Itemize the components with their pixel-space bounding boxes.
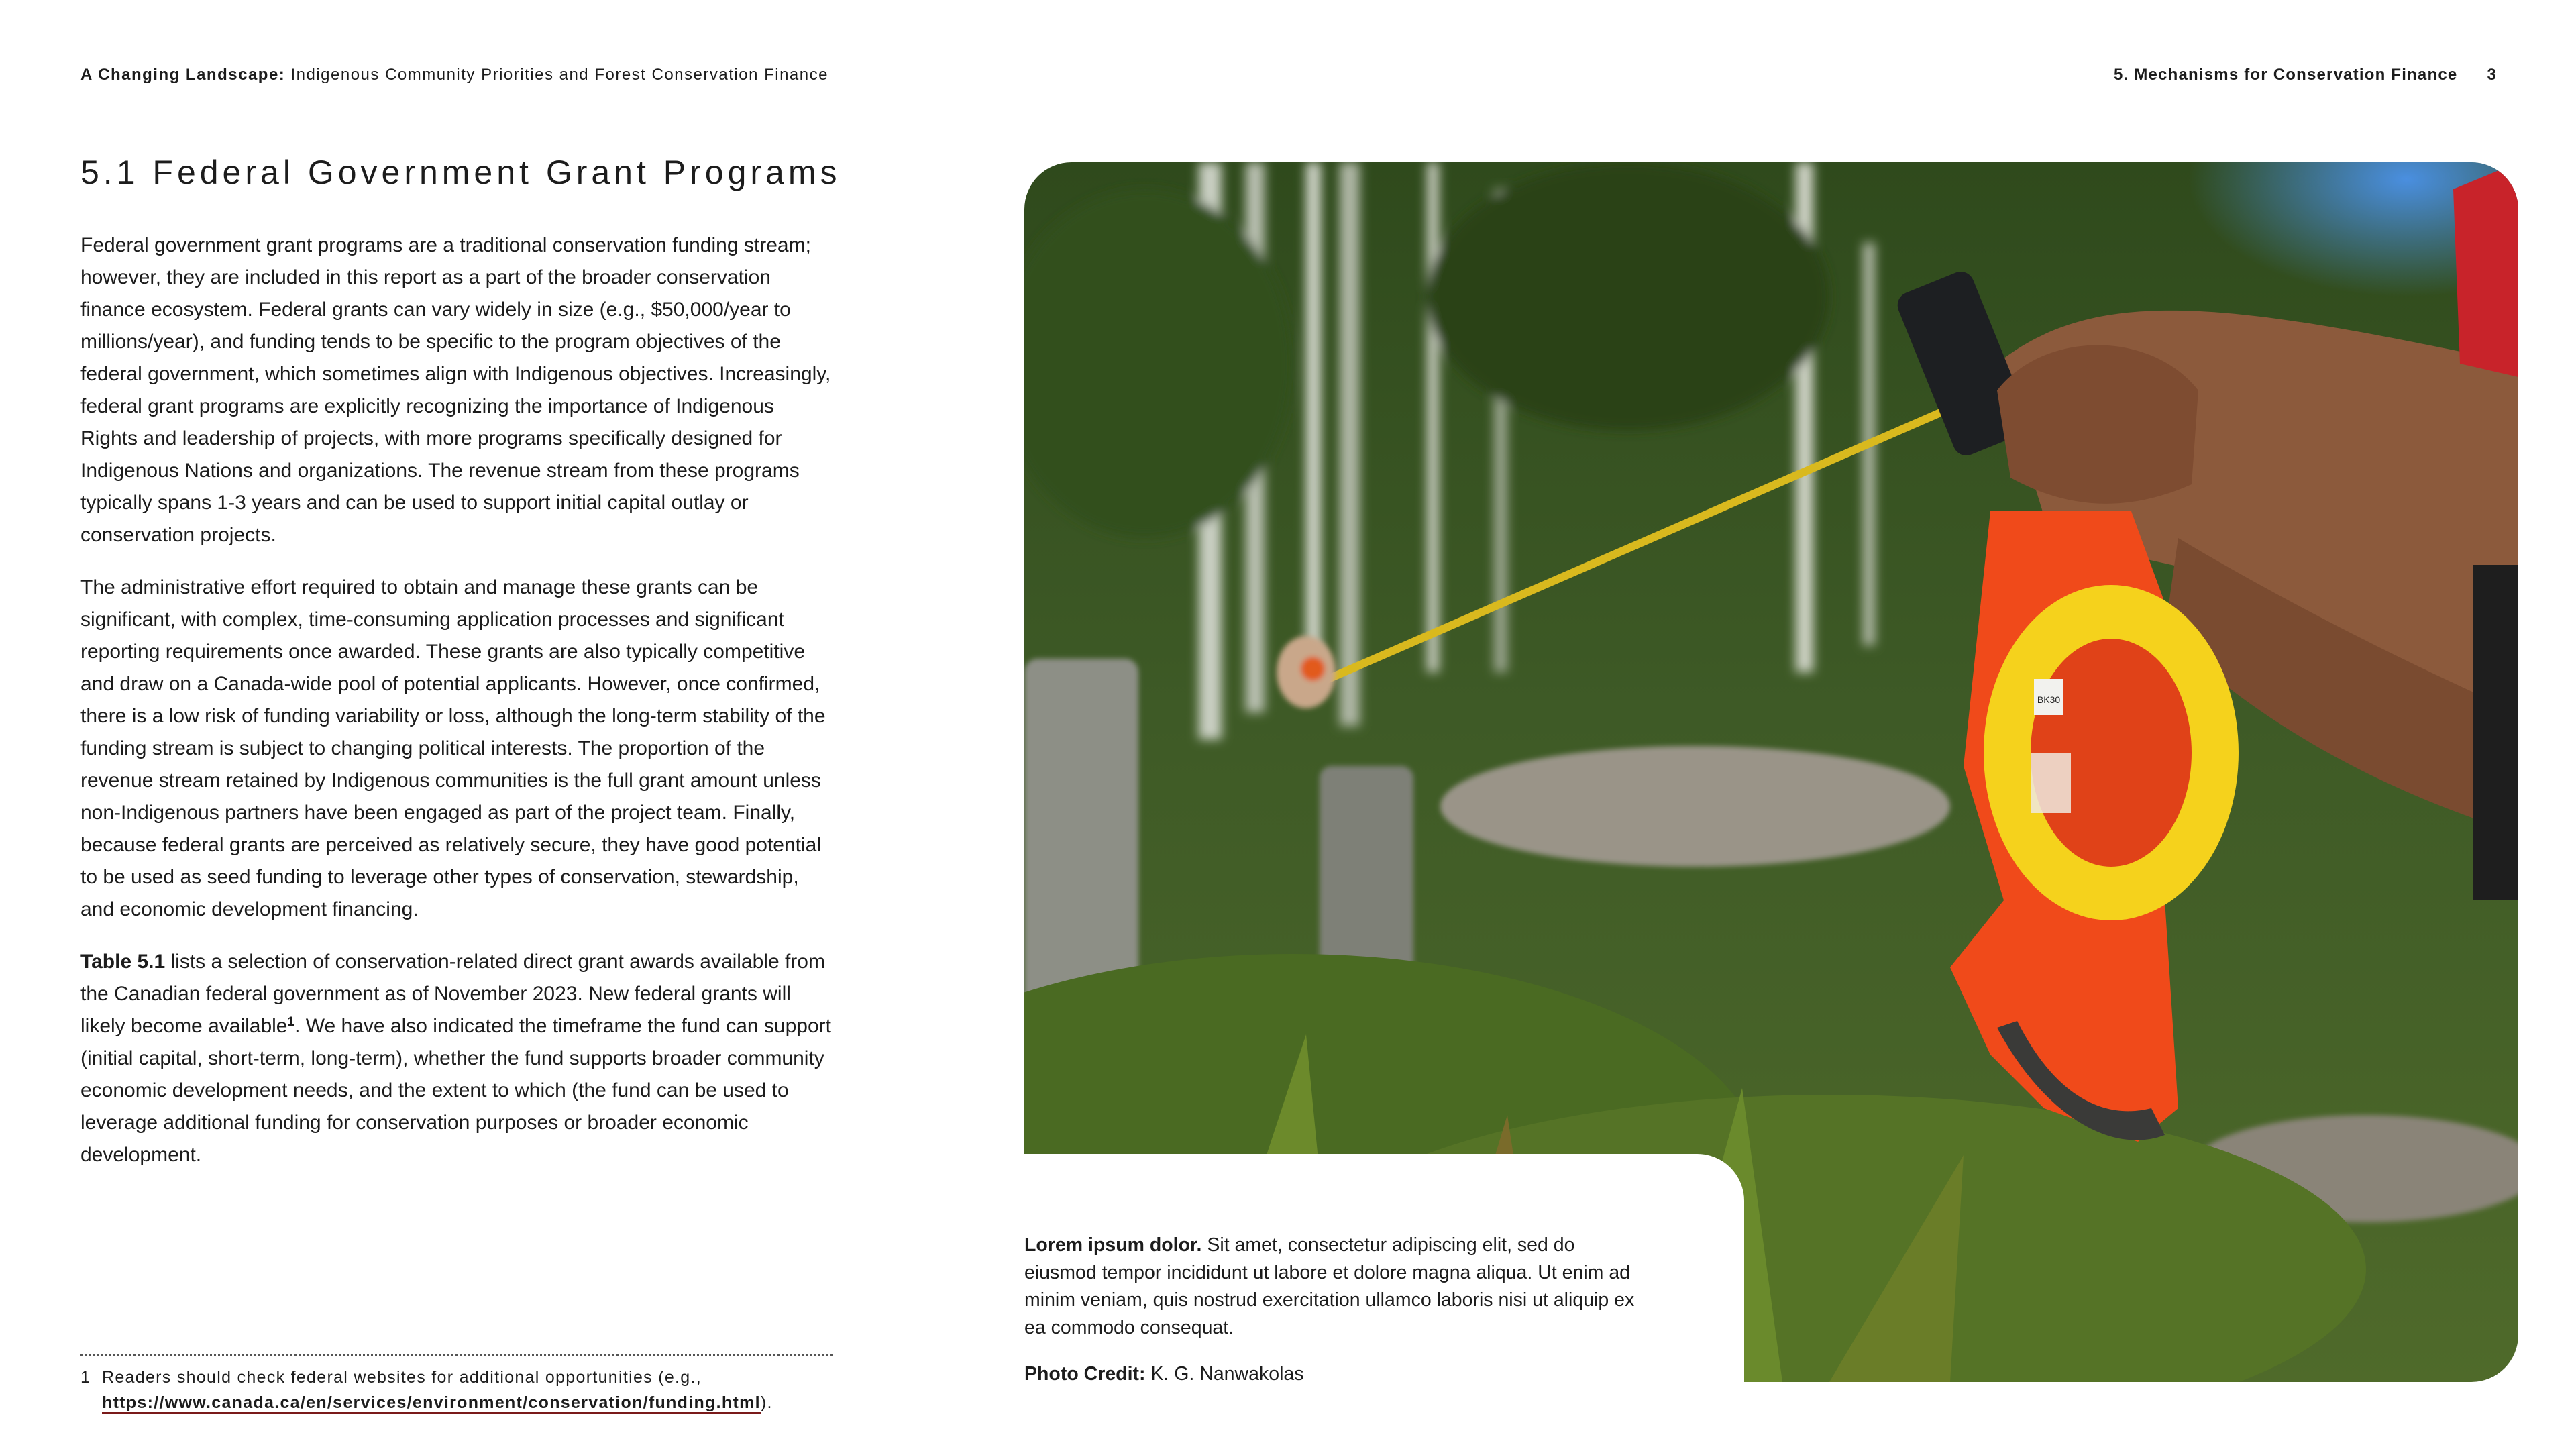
reel-label: BK30 [2037,694,2061,705]
photo-credit [1024,1360,1648,1388]
photo-caption [1024,1232,1648,1407]
report-title-rest: Indigenous Community Priorities and Forest Conservation Finance [285,66,828,84]
paragraph-3 [80,946,832,1171]
report-title-bold: A Changing Landscape: [80,66,286,84]
footnote-link[interactable]: https://www.canada.ca/en/services/environment/conservation/funding.html [102,1393,761,1414]
paragraph-3-text-b: . We have also indicated the timeframe the fund can support (initial capital, short-term, long-term), whether the fund supports broader community economic development needs, and the extent to which (the fund can be used to leverage additional funding for conservation purposes or broader economic development. [80,1015,831,1166]
paragraph-2: The administrative effort required to obtain and manage these grants can be significant, with complex, time-consuming application processes and significant reporting requirements once awarded. These grants are also typically competitive and draw on a Canada-wide pool of potential applicants. However, once confirmed, there is a low risk of funding variability or loss, although the long-term stability of the funding stream is subject to changing political interests. The proportion of the revenue stream retained by Indigenous communities is the full grant amount unless non-Indigenous partners have been engaged as part of the project team. Finally, because federal grants are perceived as relatively secure, they have good potential to be used as seed funding to leverage other types of conservation, stewardship, and economic development financing. [80,576,826,920]
backpack-strap [2453,162,2518,377]
hand [1997,345,2198,504]
running-header-chapter [2114,66,2497,85]
footnote-after-link: ). [760,1393,773,1412]
credit-name: K. G. Nanwakolas [1145,1363,1304,1385]
footnote-marker[interactable]: 1 [287,1015,295,1029]
body-text-column [80,229,832,1191]
footnote [80,1364,852,1415]
caption-bold: Lorem ipsum dolor. [1024,1234,1202,1256]
table-reference[interactable]: Table 5.1 [80,951,166,973]
section-title: 5.1 Federal Government Grant Programs [80,154,841,191]
chapter-title: 5. Mechanisms for Conservation Finance [2114,66,2458,84]
page-number: 3 [2487,66,2497,84]
footnote-divider [80,1354,833,1356]
paragraph-1: Federal government grant programs are a traditional conservation funding stream; however, they are included in this report as a part of the broader conservation finance ecosystem. Federal grants can vary widely in size (e.g., $50,000/year to millions/year), and funding tends to be specific to the program objectives of the federal government, which sometimes align with Indigenous objectives. Increasingly, federal grant programs are explicitly recognizing the importance of Indigenous Rights and leadership of projects, with more programs specifically designed for Indigenous Nations and organizations. The revenue stream from these programs typically spans 1-3 years and can be used to support initial capital outlay or conservation projects. [80,234,831,546]
credit-label: Photo Credit: [1024,1363,1146,1385]
caption-body: Sit amet, consectetur adipiscing elit, sed do eiusmod tempor incididunt ut labore et dolore magna aliqua. Ut enim ad minim veniam, quis nostrud exercitation ullamco laboris nisi ut aliquip ex ea commodo consequat. [1024,1234,1635,1338]
footnote-text: Readers should check federal websites for additional opportunities (e.g., [102,1368,702,1387]
paragraph-3-text-a: lists a selection of conservation-related direct grant awards available from the Canadian federal government as of November 2023. New federal grants will likely become available [80,951,825,1037]
caption-text [1024,1232,1648,1342]
footnote-number: 1 [80,1368,91,1387]
running-header-title [80,66,828,85]
distant-surveyor [1277,636,1336,708]
